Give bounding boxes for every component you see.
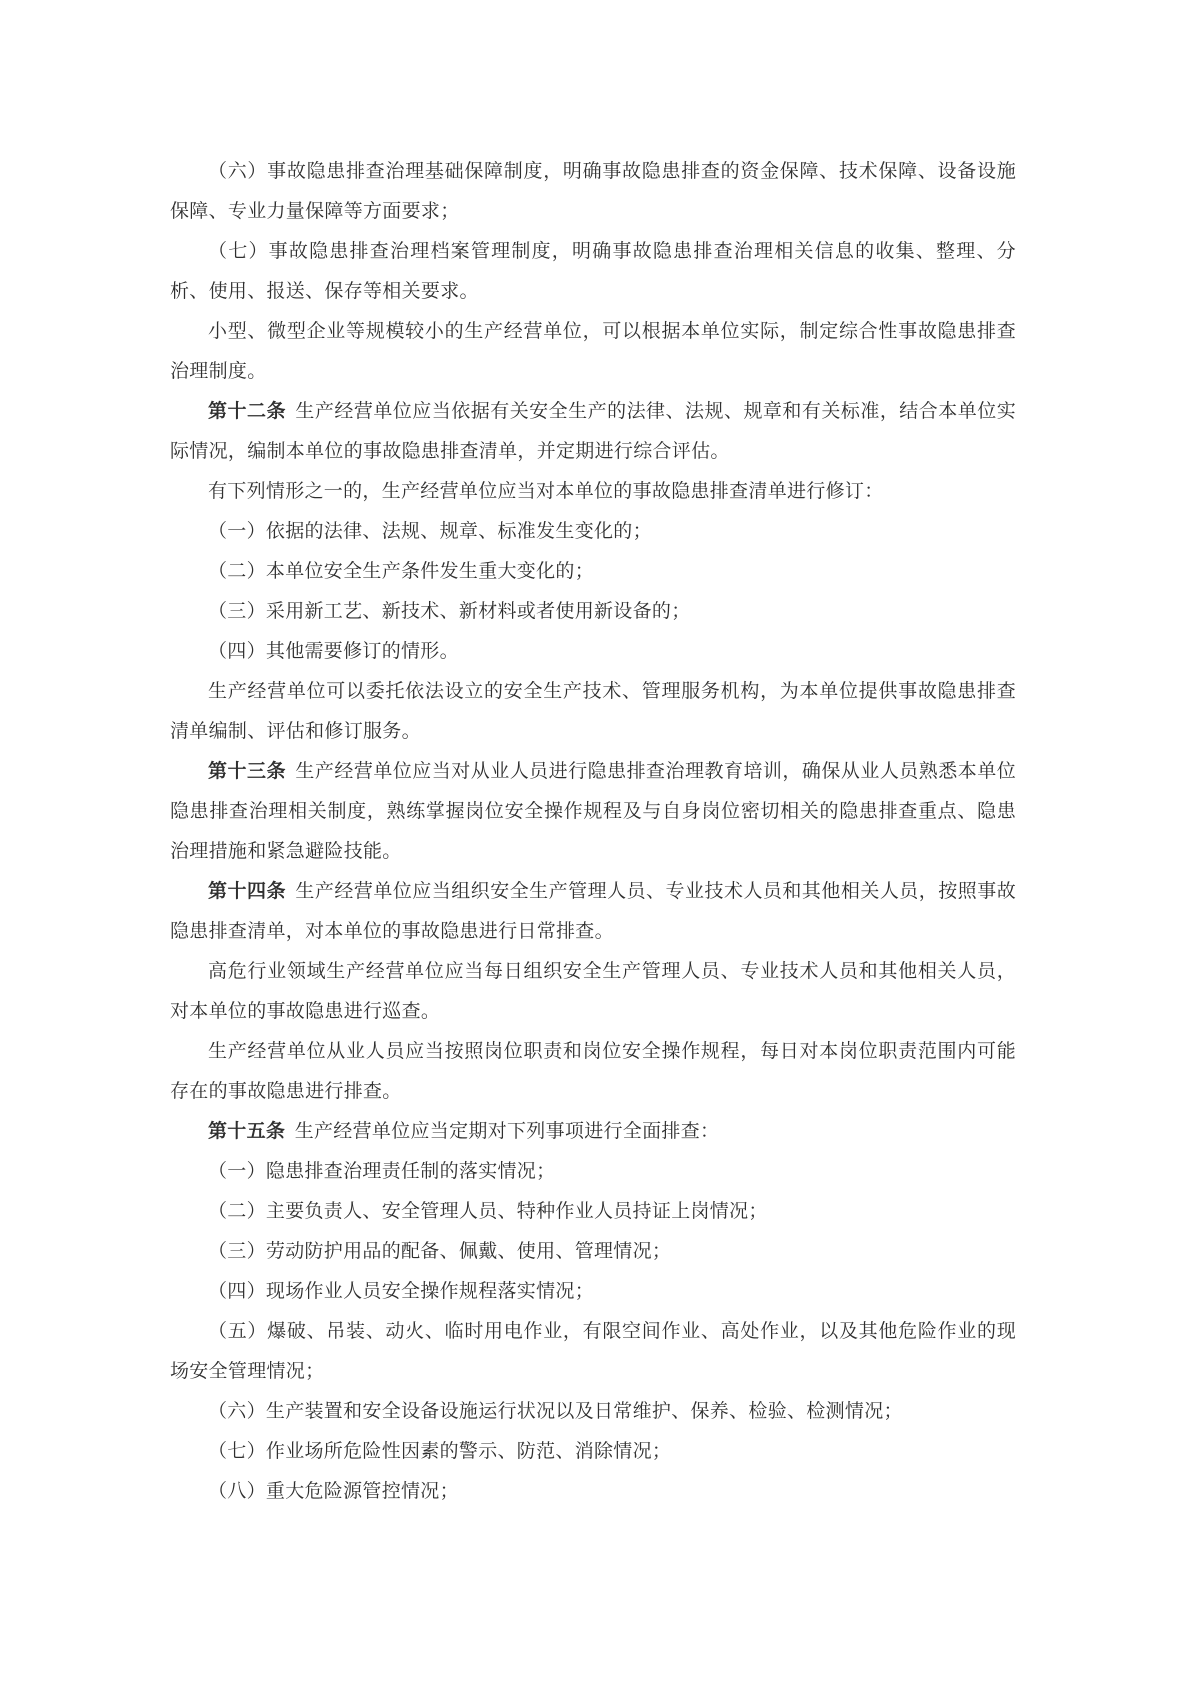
paragraph <box>170 1192 1016 1232</box>
paragraph <box>170 512 1016 552</box>
paragraph-text: 小型、微型企业等规模较小的生产经营单位，可以根据本单位实际，制定综合性事故隐患排查治理制度。 <box>170 321 1016 382</box>
paragraph-text: （一）隐患排查治理责任制的落实情况； <box>208 1161 556 1182</box>
paragraph-text: 高危行业领域生产经营单位应当每日组织安全生产管理人员、专业技术人员和其他相关人员，对本单位的事故隐患进行巡查。 <box>170 961 1016 1022</box>
paragraph <box>170 1032 1016 1112</box>
paragraph <box>170 1432 1016 1472</box>
paragraph <box>170 952 1016 1032</box>
paragraph <box>170 1472 1016 1512</box>
paragraph-text: （五）爆破、吊装、动火、临时用电作业，有限空间作业、高处作业，以及其他危险作业的现场安全管理情况； <box>170 1321 1016 1382</box>
article-number: 第十二条 <box>208 401 286 422</box>
paragraph-text: （二）主要负责人、安全管理人员、特种作业人员持证上岗情况； <box>208 1201 768 1222</box>
paragraph-text: （四）现场作业人员安全操作规程落实情况； <box>208 1281 595 1302</box>
paragraph-text: 生产经营单位应当组织安全生产管理人员、专业技术人员和其他相关人员，按照事故隐患排查清单，对本单位的事故隐患进行日常排查。 <box>170 881 1016 942</box>
paragraph-text: （七）事故隐患排查治理档案管理制度，明确事故隐患排查治理相关信息的收集、整理、分析、使用、报送、保存等相关要求。 <box>170 241 1016 302</box>
document-body <box>170 152 1016 1512</box>
paragraph <box>170 592 1016 632</box>
article-paragraph <box>170 752 1016 872</box>
article-paragraph <box>170 872 1016 952</box>
paragraph <box>170 632 1016 672</box>
article-paragraph <box>170 1112 1016 1152</box>
paragraph-text: （三）劳动防护用品的配备、佩戴、使用、管理情况； <box>208 1241 672 1262</box>
article-number: 第十五条 <box>208 1121 286 1142</box>
paragraph-text: （七）作业场所危险性因素的警示、防范、消除情况； <box>208 1441 672 1462</box>
paragraph-text: 生产经营单位应当定期对下列事项进行全面排查： <box>294 1121 720 1142</box>
paragraph <box>170 472 1016 512</box>
article-paragraph <box>170 392 1016 472</box>
article-number: 第十四条 <box>208 881 286 902</box>
paragraph-text: （三）采用新工艺、新技术、新材料或者使用新设备的； <box>208 601 691 622</box>
paragraph <box>170 232 1016 312</box>
paragraph <box>170 1272 1016 1312</box>
paragraph-text: 生产经营单位从业人员应当按照岗位职责和岗位安全操作规程，每日对本岗位职责范围内可能存在的事故隐患进行排查。 <box>170 1041 1016 1102</box>
paragraph-text: （二）本单位安全生产条件发生重大变化的； <box>208 561 595 582</box>
paragraph <box>170 1232 1016 1272</box>
paragraph-text: 生产经营单位应当对从业人员进行隐患排查治理教育培训，确保从业人员熟悉本单位隐患排查治理相关制度，熟练掌握岗位安全操作规程及与自身岗位密切相关的隐患排查重点、隐患治理措施和紧急避险技能。 <box>170 761 1016 862</box>
paragraph-text: （一）依据的法律、法规、规章、标准发生变化的； <box>208 521 652 542</box>
paragraph-text: 生产经营单位可以委托依法设立的安全生产技术、管理服务机构，为本单位提供事故隐患排查清单编制、评估和修订服务。 <box>170 681 1016 742</box>
paragraph <box>170 152 1016 232</box>
paragraph <box>170 552 1016 592</box>
paragraph-text: （八）重大危险源管控情况； <box>208 1481 459 1502</box>
paragraph <box>170 1392 1016 1432</box>
paragraph <box>170 1312 1016 1392</box>
paragraph <box>170 312 1016 392</box>
paragraph-text: 有下列情形之一的，生产经营单位应当对本单位的事故隐患排查清单进行修订： <box>208 481 884 502</box>
paragraph-text: （六）生产装置和安全设备设施运行状况以及日常维护、保养、检验、检测情况； <box>208 1401 903 1422</box>
paragraph-text: （六）事故隐患排查治理基础保障制度，明确事故隐患排查的资金保障、技术保障、设备设施保障、专业力量保障等方面要求； <box>170 161 1016 222</box>
article-number: 第十三条 <box>208 761 286 782</box>
paragraph-text: （四）其他需要修订的情形。 <box>208 641 459 662</box>
paragraph-text: 生产经营单位应当依据有关安全生产的法律、法规、规章和有关标准，结合本单位实际情况，编制本单位的事故隐患排查清单，并定期进行综合评估。 <box>170 401 1016 462</box>
paragraph <box>170 1152 1016 1192</box>
paragraph <box>170 672 1016 752</box>
